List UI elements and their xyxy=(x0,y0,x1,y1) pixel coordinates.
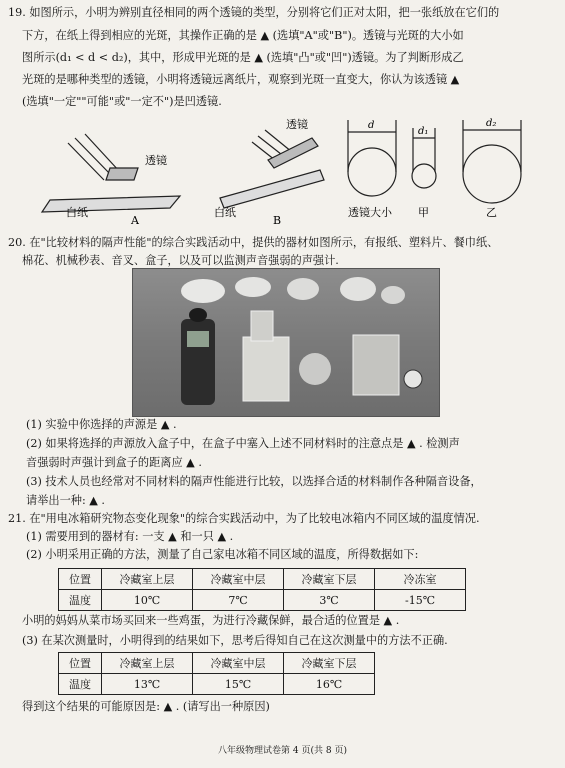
cotton-3 xyxy=(287,278,319,300)
napkin xyxy=(381,286,405,304)
q21-mid-2: (3) 在某次测量时，小明得到的结果如下，思考后得知自己在这次测量中的方法不正确. xyxy=(22,634,448,647)
q20-sub-1: (1) 实验中你选择的声源是 ▲ . xyxy=(26,418,177,431)
table1-cell: -15℃ xyxy=(375,590,466,611)
table1-header-row xyxy=(59,569,466,590)
lens-label-b: 透镜 xyxy=(286,118,308,131)
q19-line-1: 19. 如图所示，小明为辨别直径相同的两个透镜的类型，分别将它们正对太阳，把一张纸放在它们的 xyxy=(8,6,500,19)
q19-line-4: 光斑的是哪种类型的透镜，小明将透镜远离纸片，观察到光斑一直变大，你认为该透镜 ▲ xyxy=(22,73,460,86)
q19-line-3: 图所示(d₁ < d < d₂)，其中，形成甲光斑的是 ▲ (选填"凸"或"凹")透镜。为了判断形成乙 xyxy=(22,51,464,64)
figure-a xyxy=(42,134,180,212)
q21-mid-1: 小明的妈妈从菜市场买回来一些鸡蛋，为进行冷藏保鲜，最合适的位置是 ▲ . xyxy=(22,614,400,627)
q20-sub-2: (2) 如果将选择的声源放入盒子中，在盒子中塞入上述不同材料时的注意点是 ▲ . 检测声 xyxy=(26,437,460,450)
plastic-box xyxy=(243,337,289,401)
table1-value-row xyxy=(59,590,466,611)
paper-label-a: 白纸 xyxy=(66,206,88,219)
equipment-drawing xyxy=(133,269,439,416)
jia-caption: 甲 xyxy=(418,206,429,219)
d2-label: d₂ xyxy=(486,118,497,129)
page-footer: 八年级物理试卷第 4 页(共 8 页) xyxy=(218,746,347,756)
q20-sub-3: (3) 技术人员也经常对不同材料的隔声性能进行比较，以选择合适的材料制作各种隔音设备， xyxy=(26,475,482,488)
table1-cell: 3℃ xyxy=(284,590,375,611)
table1-cell: 冷冻室 xyxy=(375,569,466,590)
table1-cell: 冷藏室上层 xyxy=(102,569,193,590)
table2-cell: 16℃ xyxy=(284,674,375,695)
q21-line-3: (2) 小明采用正确的方法，测量了自己家电冰箱不同区域的温度，所得数据如下: xyxy=(26,548,419,561)
newspaper xyxy=(340,277,376,301)
yi-caption: 乙 xyxy=(486,206,497,219)
table2-cell: 13℃ xyxy=(102,674,193,695)
q21-line-1: 21. 在"用电冰箱研究物态变化现象"的综合实践活动中，为了比较电冰箱内不同区域的温度情况. xyxy=(8,512,480,525)
q20-sub-2b: 音强弱时声强计到盒子的距离应 ▲ . xyxy=(26,456,202,469)
table2-header-row xyxy=(59,653,375,674)
equipment-photo xyxy=(132,268,440,417)
figure-b-label: B xyxy=(273,214,282,227)
lens-size-circle xyxy=(348,148,396,196)
box xyxy=(353,335,399,395)
spot-jia-circle xyxy=(412,164,436,188)
table1-cell: 10℃ xyxy=(102,590,193,611)
temperature-table-1 xyxy=(58,568,466,611)
stopwatch xyxy=(404,370,422,388)
lens-size-caption: 透镜大小 xyxy=(348,206,392,219)
table1-cell: 温度 xyxy=(59,590,102,611)
paper-label-b: 白纸 xyxy=(214,206,236,219)
table2-value-row xyxy=(59,674,375,695)
q20-line-2: 棉花、机械秒表、音叉、盒子，以及可以监测声音强弱的声强计. xyxy=(22,254,339,267)
figure-a-label: A xyxy=(131,214,139,227)
table1-cell: 冷藏室中层 xyxy=(193,569,284,590)
cotton-2 xyxy=(235,277,271,297)
figure-b xyxy=(220,130,324,208)
q21-line-2: (1) 需要用到的器材有: 一支 ▲ 和一只 ▲ . xyxy=(26,530,234,543)
temperature-table-2 xyxy=(58,652,375,695)
d1-label: d₁ xyxy=(418,126,429,137)
cotton-1 xyxy=(181,279,225,303)
sound-meter-mic xyxy=(189,308,207,322)
q21-last: 得到这个结果的可能原因是: ▲ . (请写出一种原因) xyxy=(22,700,270,713)
q20-sub-3b: 请举出一种: ▲ . xyxy=(26,494,105,507)
spot-yi-circle xyxy=(463,145,521,203)
lens-label-a: 透镜 xyxy=(145,154,167,167)
table1-cell: 7℃ xyxy=(193,590,284,611)
round-object xyxy=(299,353,331,385)
table2-cell: 冷藏室下层 xyxy=(284,653,375,674)
table1-cell: 冷藏室下层 xyxy=(284,569,375,590)
tuning-fork xyxy=(251,311,273,341)
q19-figure xyxy=(30,112,550,232)
q20-line-1: 20. 在"比较材料的隔声性能"的综合实践活动中，提供的器材如图所示，有报纸、塑料片、餐巾纸、 xyxy=(8,236,499,249)
table2-cell: 温度 xyxy=(59,674,102,695)
d-label: d xyxy=(368,120,375,131)
table2-cell: 冷藏室中层 xyxy=(193,653,284,674)
q19-line-5: (选填"一定""可能"或"一定不")是凹透镜. xyxy=(22,95,222,108)
sound-meter-screen xyxy=(187,331,209,347)
q19-line-2: 下方，在纸上得到相应的光斑，其操作正确的是 ▲ (选填"A"或"B")。透镜与光斑的大小如 xyxy=(22,29,464,42)
table2-cell: 冷藏室上层 xyxy=(102,653,193,674)
table1-cell: 位置 xyxy=(59,569,102,590)
table2-cell: 位置 xyxy=(59,653,102,674)
table2-cell: 15℃ xyxy=(193,674,284,695)
